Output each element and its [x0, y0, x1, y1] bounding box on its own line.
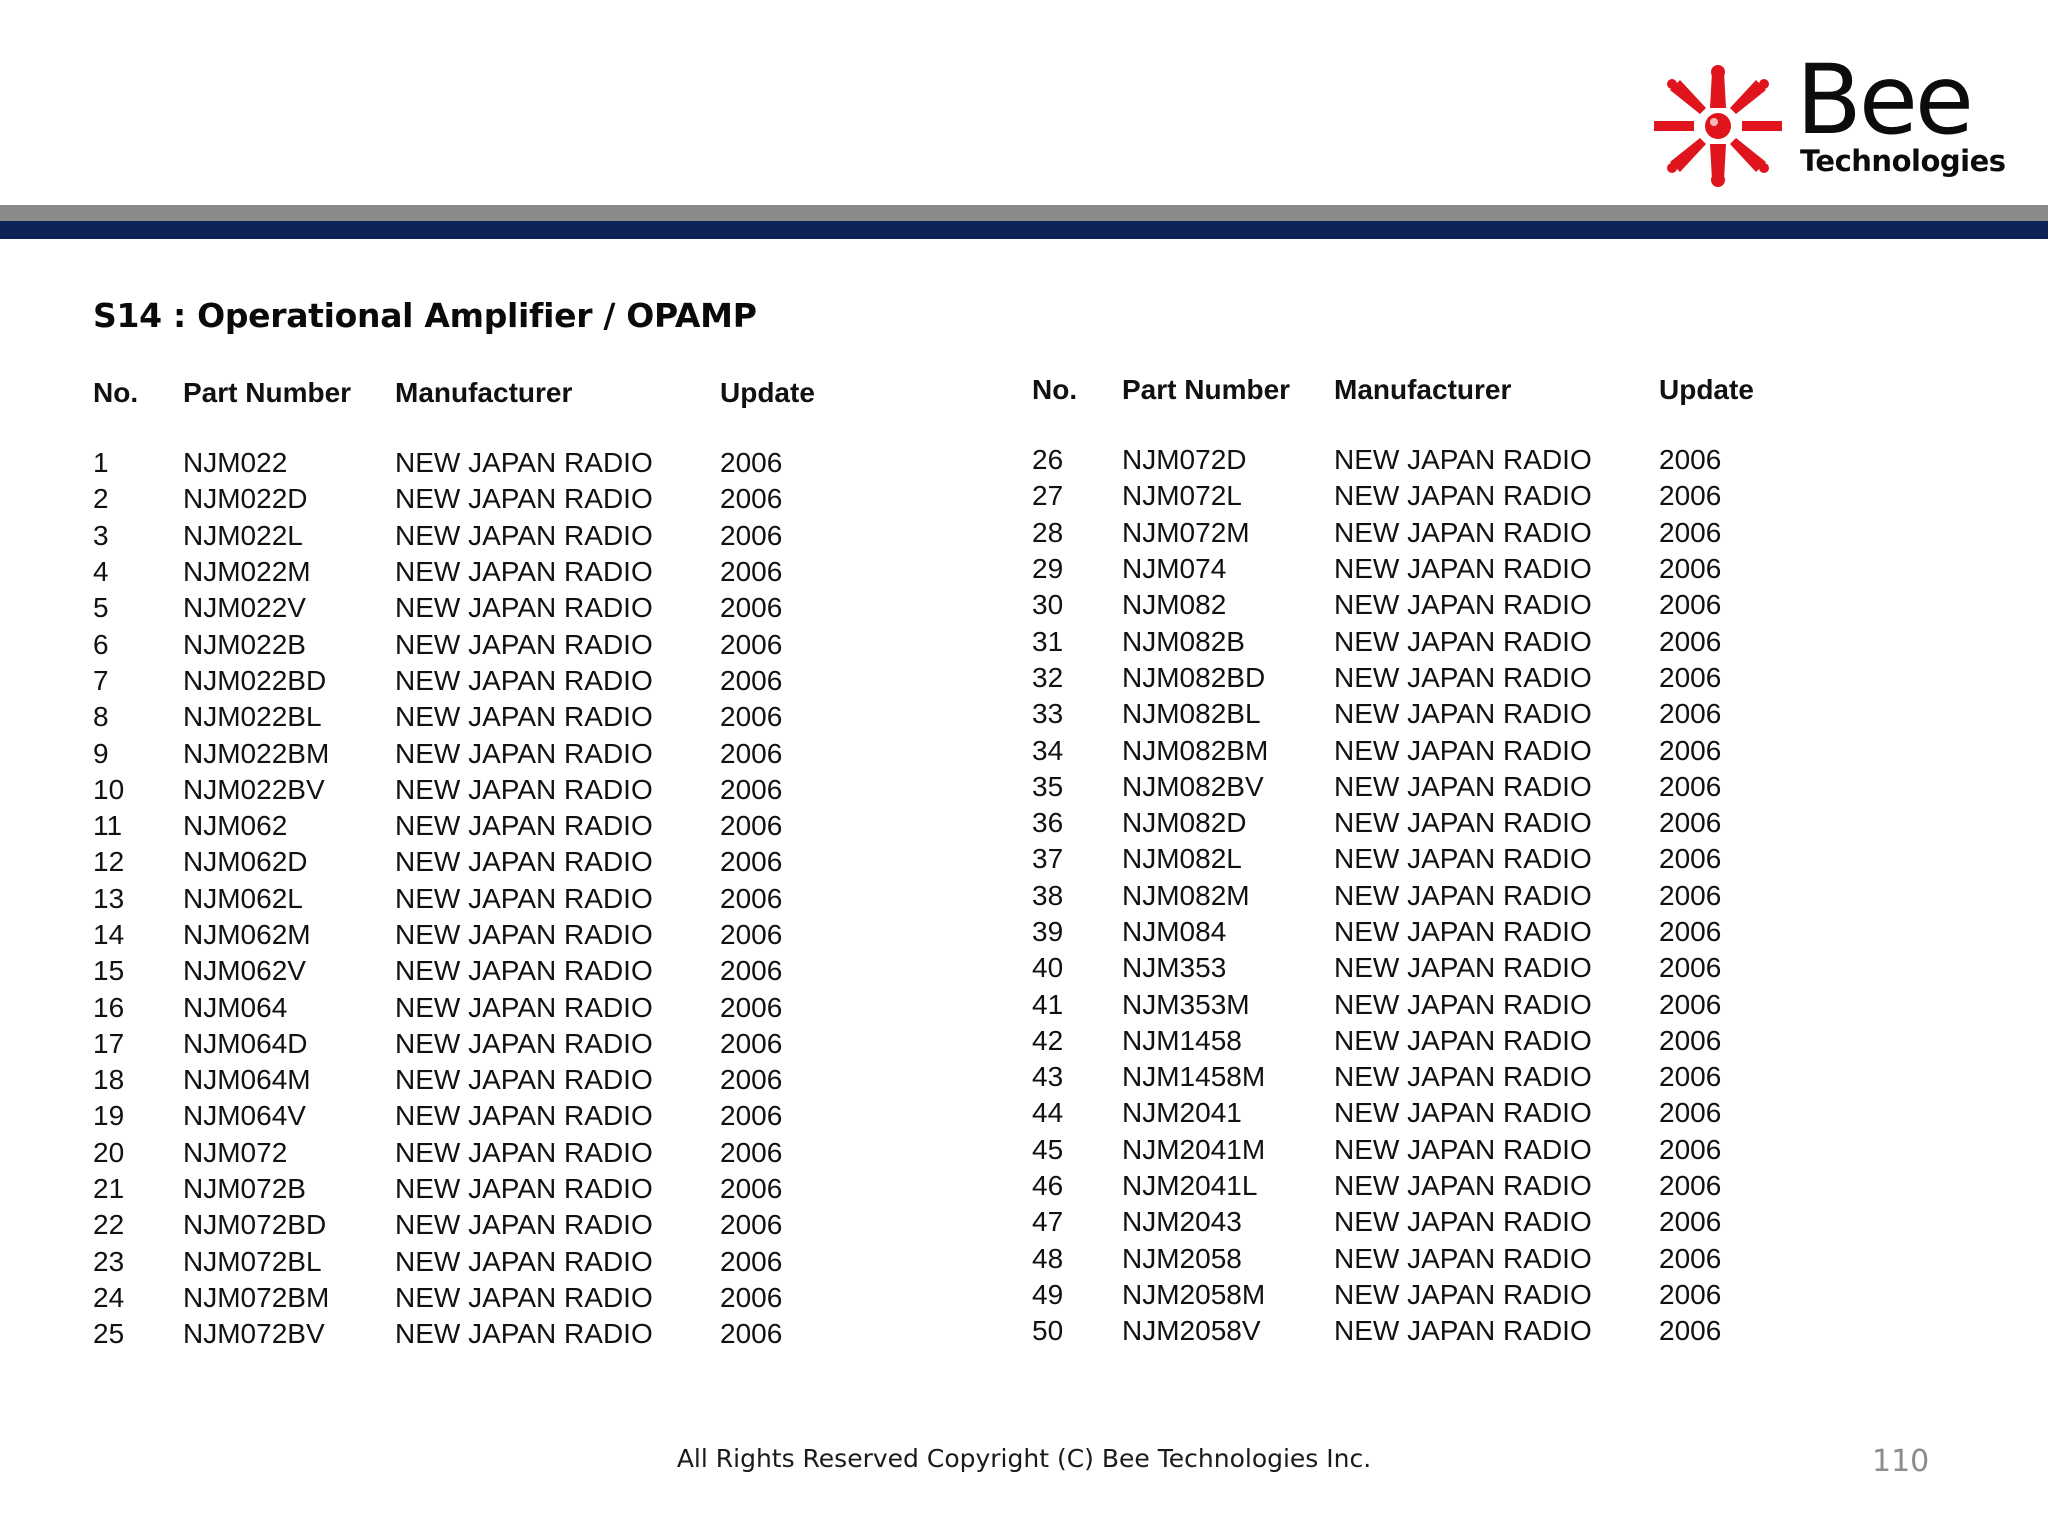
- table-row: [1032, 696, 1779, 732]
- cell-no: 16: [93, 991, 125, 1023]
- table-row: [93, 1062, 840, 1098]
- table-row: [1032, 442, 1779, 478]
- cell-no: 9: [93, 737, 109, 769]
- cell-manufacturer: NEW JAPAN RADIO: [1334, 661, 1592, 693]
- table-row: [1032, 805, 1779, 841]
- cell-no: 29: [1032, 553, 1064, 585]
- cell-update: 2006: [1659, 879, 1722, 911]
- cell-no: 47: [1032, 1206, 1064, 1238]
- header-update: Update: [1659, 374, 1754, 405]
- cell-no: 3: [93, 519, 109, 551]
- cell-part-number: NJM022V: [183, 592, 306, 624]
- cell-part-number: NJM2058M: [1122, 1278, 1266, 1310]
- cell-no: 13: [93, 882, 125, 914]
- cell-part-number: NJM072BD: [183, 1209, 327, 1241]
- cell-no: 20: [93, 1136, 125, 1168]
- cell-no: 50: [1032, 1315, 1064, 1347]
- cell-no: 43: [1032, 1061, 1064, 1093]
- cell-part-number: NJM082BD: [1122, 661, 1266, 693]
- cell-update: 2006: [1659, 625, 1722, 657]
- header-manufacturer: Manufacturer: [1334, 374, 1512, 405]
- cell-update: 2006: [1659, 444, 1722, 476]
- cell-update: 2006: [1659, 1097, 1722, 1129]
- table-row: [93, 626, 840, 662]
- cell-manufacturer: NEW JAPAN RADIO: [395, 737, 653, 769]
- table-row: [1032, 769, 1779, 805]
- cell-no: 34: [1032, 734, 1064, 766]
- cell-manufacturer: NEW JAPAN RADIO: [395, 1173, 653, 1205]
- cell-manufacturer: NEW JAPAN RADIO: [1334, 807, 1592, 839]
- cell-update: 2006: [720, 737, 783, 769]
- cell-update: 2006: [720, 1064, 783, 1096]
- table-row: [93, 1171, 840, 1207]
- table-row: [93, 808, 840, 844]
- cell-update: 2006: [720, 592, 783, 624]
- cell-update: 2006: [1659, 1242, 1722, 1274]
- table-row: [1032, 587, 1779, 623]
- table-row: [1032, 551, 1779, 587]
- cell-no: 10: [93, 773, 125, 805]
- cell-part-number: NJM022M: [183, 556, 311, 588]
- cell-update: 2006: [720, 1245, 783, 1277]
- table-header: [93, 373, 840, 413]
- table-row: [1032, 1168, 1779, 1204]
- page-number: 110: [1872, 1444, 1930, 1479]
- table-row: [93, 953, 840, 989]
- table-row: [1032, 1095, 1779, 1131]
- table-row: [1032, 841, 1779, 877]
- cell-manufacturer: NEW JAPAN RADIO: [395, 773, 653, 805]
- cell-manufacturer: NEW JAPAN RADIO: [395, 483, 653, 515]
- cell-no: 4: [93, 556, 109, 588]
- bee-technologies-logo: [1648, 44, 2006, 188]
- cell-part-number: NJM072BM: [183, 1281, 330, 1313]
- cell-update: 2006: [720, 991, 783, 1023]
- table-row: [1032, 1241, 1779, 1277]
- cell-manufacturer: NEW JAPAN RADIO: [1334, 770, 1592, 802]
- cell-update: 2006: [1659, 1278, 1722, 1310]
- cell-update: 2006: [720, 701, 783, 733]
- cell-no: 42: [1032, 1024, 1064, 1056]
- table-row: [1032, 478, 1779, 514]
- cell-no: 45: [1032, 1133, 1064, 1165]
- cell-part-number: NJM064D: [183, 1027, 308, 1059]
- cell-manufacturer: NEW JAPAN RADIO: [1334, 516, 1592, 548]
- cell-manufacturer: NEW JAPAN RADIO: [1334, 1315, 1592, 1347]
- cell-part-number: NJM062M: [183, 919, 311, 950]
- table-row: [93, 1280, 840, 1316]
- cell-part-number: NJM062D: [183, 846, 308, 878]
- cell-part-number: NJM082BL: [1122, 698, 1261, 730]
- cell-no: 11: [93, 810, 123, 842]
- cell-manufacturer: NEW JAPAN RADIO: [1334, 625, 1592, 657]
- cell-no: 23: [93, 1245, 125, 1277]
- table-row: [1032, 623, 1779, 659]
- cell-update: 2006: [720, 1281, 783, 1313]
- cell-no: 22: [93, 1209, 125, 1241]
- cell-no: 15: [93, 955, 125, 987]
- cell-no: 46: [1032, 1170, 1064, 1202]
- cell-update: 2006: [720, 519, 783, 551]
- cell-manufacturer: NEW JAPAN RADIO: [395, 1064, 653, 1096]
- cell-no: 5: [93, 592, 109, 624]
- header-no: No.: [93, 377, 139, 408]
- header-band-gray: [0, 205, 2048, 221]
- table-row: [93, 917, 840, 953]
- table-row: [1032, 1023, 1779, 1059]
- cell-part-number: NJM2058: [1122, 1242, 1242, 1274]
- cell-manufacturer: NEW JAPAN RADIO: [1334, 1061, 1592, 1093]
- cell-no: 31: [1032, 625, 1064, 657]
- cell-part-number: NJM072M: [1122, 516, 1250, 548]
- cell-manufacturer: NEW JAPAN RADIO: [1334, 1170, 1592, 1202]
- cell-part-number: NJM1458M: [1122, 1061, 1266, 1093]
- page-title: S14 : Operational Amplifier / OPAMP: [93, 296, 757, 335]
- cell-manufacturer: NEW JAPAN RADIO: [395, 519, 653, 551]
- cell-part-number: NJM2041L: [1122, 1170, 1258, 1202]
- cell-part-number: NJM022B: [183, 628, 306, 660]
- cell-update: 2006: [720, 810, 783, 842]
- header-band-navy: [0, 221, 2048, 239]
- cell-no: 24: [93, 1281, 125, 1313]
- cell-part-number: NJM062: [183, 810, 288, 842]
- table-row: [1032, 914, 1779, 950]
- header-no: No.: [1032, 374, 1078, 405]
- cell-manufacturer: NEW JAPAN RADIO: [395, 882, 653, 914]
- cell-no: 28: [1032, 516, 1064, 548]
- cell-manufacturer: NEW JAPAN RADIO: [1334, 734, 1592, 766]
- cell-manufacturer: NEW JAPAN RADIO: [395, 1100, 653, 1132]
- bee-starburst-icon: [1648, 64, 1788, 188]
- table-body: [93, 445, 840, 1352]
- cell-no: 36: [1032, 807, 1064, 839]
- cell-no: 39: [1032, 916, 1064, 947]
- cell-no: 1: [93, 447, 109, 479]
- cell-update: 2006: [720, 955, 783, 987]
- cell-manufacturer: NEW JAPAN RADIO: [395, 991, 653, 1023]
- cell-part-number: NJM062L: [183, 882, 303, 914]
- cell-manufacturer: NEW JAPAN RADIO: [1334, 698, 1592, 730]
- cell-part-number: NJM022BL: [183, 701, 322, 733]
- cell-part-number: NJM074: [1122, 553, 1227, 585]
- table-header: [1032, 370, 1779, 410]
- cell-update: 2006: [720, 1027, 783, 1059]
- cell-update: 2006: [720, 1136, 783, 1168]
- cell-part-number: NJM082: [1122, 589, 1227, 621]
- cell-manufacturer: NEW JAPAN RADIO: [1334, 480, 1592, 512]
- cell-manufacturer: NEW JAPAN RADIO: [395, 1136, 653, 1168]
- parts-table-right: [1032, 370, 1779, 1349]
- table-row: [93, 1207, 840, 1243]
- cell-update: 2006: [1659, 988, 1722, 1020]
- cell-manufacturer: NEW JAPAN RADIO: [395, 846, 653, 878]
- cell-update: 2006: [1659, 1206, 1722, 1238]
- cell-update: 2006: [1659, 1315, 1722, 1347]
- cell-part-number: NJM2041: [1122, 1097, 1242, 1129]
- cell-part-number: NJM082L: [1122, 843, 1242, 875]
- cell-update: 2006: [1659, 1133, 1722, 1165]
- cell-update: 2006: [1659, 480, 1722, 512]
- cell-update: 2006: [720, 846, 783, 878]
- cell-part-number: NJM072D: [1122, 444, 1247, 476]
- cell-no: 38: [1032, 879, 1064, 911]
- cell-manufacturer: NEW JAPAN RADIO: [1334, 444, 1592, 476]
- cell-manufacturer: NEW JAPAN RADIO: [395, 810, 653, 842]
- cell-part-number: NJM064: [183, 991, 288, 1023]
- cell-manufacturer: NEW JAPAN RADIO: [1334, 1097, 1592, 1129]
- cell-manufacturer: NEW JAPAN RADIO: [1334, 843, 1592, 875]
- cell-part-number: NJM353: [1122, 952, 1227, 984]
- cell-manufacturer: NEW JAPAN RADIO: [395, 447, 653, 479]
- cell-update: 2006: [720, 628, 783, 660]
- table-body: [1032, 442, 1779, 1349]
- cell-manufacturer: NEW JAPAN RADIO: [1334, 1206, 1592, 1238]
- header-part-number: Part Number: [183, 377, 352, 408]
- cell-update: 2006: [1659, 661, 1722, 693]
- table-row: [93, 590, 840, 626]
- cell-part-number: NJM084: [1122, 916, 1227, 947]
- cell-manufacturer: NEW JAPAN RADIO: [1334, 1242, 1592, 1274]
- cell-manufacturer: NEW JAPAN RADIO: [1334, 879, 1592, 911]
- table-row: [93, 554, 840, 590]
- cell-part-number: NJM072: [183, 1136, 288, 1168]
- table-row: [1032, 660, 1779, 696]
- table-row: [93, 663, 840, 699]
- table-row: [93, 1316, 840, 1352]
- cell-manufacturer: NEW JAPAN RADIO: [395, 1245, 653, 1277]
- table-row: [1032, 1059, 1779, 1095]
- table-row: [1032, 1204, 1779, 1240]
- cell-no: 21: [93, 1173, 125, 1205]
- cell-update: 2006: [720, 447, 783, 479]
- cell-no: 18: [93, 1064, 125, 1096]
- table-row: [93, 1098, 840, 1134]
- cell-part-number: NJM022: [183, 447, 288, 479]
- cell-part-number: NJM072B: [183, 1173, 306, 1205]
- cell-no: 6: [93, 628, 109, 660]
- cell-manufacturer: NEW JAPAN RADIO: [395, 592, 653, 624]
- cell-part-number: NJM022BV: [183, 773, 325, 805]
- cell-part-number: NJM022D: [183, 483, 308, 515]
- cell-manufacturer: NEW JAPAN RADIO: [395, 1318, 653, 1350]
- cell-part-number: NJM2041M: [1122, 1133, 1266, 1165]
- cell-no: 48: [1032, 1242, 1064, 1274]
- cell-part-number: NJM062V: [183, 955, 306, 987]
- cell-manufacturer: NEW JAPAN RADIO: [395, 1027, 653, 1059]
- cell-manufacturer: NEW JAPAN RADIO: [1334, 916, 1592, 947]
- table-row: [93, 989, 840, 1025]
- cell-update: 2006: [720, 1100, 783, 1132]
- cell-manufacturer: NEW JAPAN RADIO: [395, 556, 653, 588]
- cell-update: 2006: [1659, 734, 1722, 766]
- cell-no: 8: [93, 701, 109, 733]
- cell-manufacturer: NEW JAPAN RADIO: [1334, 553, 1592, 585]
- cell-manufacturer: NEW JAPAN RADIO: [395, 628, 653, 660]
- table-row: [1032, 515, 1779, 551]
- cell-part-number: NJM2043: [1122, 1206, 1242, 1238]
- cell-part-number: NJM1458: [1122, 1024, 1242, 1056]
- cell-part-number: NJM082BM: [1122, 734, 1269, 766]
- cell-part-number: NJM082M: [1122, 879, 1250, 911]
- cell-manufacturer: NEW JAPAN RADIO: [1334, 952, 1592, 984]
- cell-no: 17: [93, 1027, 125, 1059]
- cell-update: 2006: [1659, 916, 1722, 947]
- cell-part-number: NJM072BL: [183, 1245, 322, 1277]
- cell-no: 14: [93, 919, 125, 950]
- cell-manufacturer: NEW JAPAN RADIO: [395, 955, 653, 987]
- cell-no: 7: [93, 664, 109, 696]
- table-row: [93, 445, 840, 481]
- cell-update: 2006: [720, 1209, 783, 1241]
- cell-no: 35: [1032, 770, 1064, 802]
- cell-update: 2006: [720, 483, 783, 515]
- cell-manufacturer: NEW JAPAN RADIO: [1334, 988, 1592, 1020]
- table-row: [93, 518, 840, 554]
- cell-update: 2006: [1659, 516, 1722, 548]
- cell-manufacturer: NEW JAPAN RADIO: [1334, 1024, 1592, 1056]
- cell-update: 2006: [1659, 589, 1722, 621]
- table-row: [93, 1135, 840, 1171]
- table-row: [1032, 1132, 1779, 1168]
- table-row: [1032, 732, 1779, 768]
- cell-no: 30: [1032, 589, 1064, 621]
- cell-manufacturer: NEW JAPAN RADIO: [395, 664, 653, 696]
- table-row: [93, 1244, 840, 1280]
- cell-part-number: NJM082D: [1122, 807, 1247, 839]
- cell-no: 25: [93, 1318, 125, 1350]
- cell-no: 40: [1032, 952, 1064, 984]
- cell-update: 2006: [1659, 843, 1722, 875]
- cell-part-number: NJM064V: [183, 1100, 306, 1132]
- cell-update: 2006: [1659, 807, 1722, 839]
- cell-no: 33: [1032, 698, 1064, 730]
- cell-update: 2006: [720, 664, 783, 696]
- table-row: [93, 881, 840, 917]
- cell-no: 32: [1032, 661, 1064, 693]
- cell-manufacturer: NEW JAPAN RADIO: [395, 919, 653, 950]
- cell-part-number: NJM022BM: [183, 737, 330, 769]
- cell-part-number: NJM2058V: [1122, 1315, 1261, 1347]
- cell-part-number: NJM082BV: [1122, 770, 1264, 802]
- cell-update: 2006: [720, 1173, 783, 1205]
- cell-update: 2006: [720, 882, 783, 914]
- cell-part-number: NJM072BV: [183, 1318, 325, 1350]
- cell-update: 2006: [720, 919, 783, 950]
- cell-no: 27: [1032, 480, 1064, 512]
- copyright-footer: All Rights Reserved Copyright (C) Bee Technologies Inc.: [676, 1444, 1372, 1473]
- table-row: [93, 699, 840, 735]
- cell-part-number: NJM022L: [183, 519, 303, 551]
- table-row: [1032, 878, 1779, 914]
- cell-no: 12: [93, 846, 125, 878]
- cell-manufacturer: NEW JAPAN RADIO: [1334, 589, 1592, 621]
- parts-table-left: [93, 373, 840, 1352]
- cell-part-number: NJM064M: [183, 1064, 311, 1096]
- cell-update: 2006: [1659, 1061, 1722, 1093]
- cell-no: 26: [1032, 444, 1064, 476]
- header-manufacturer: Manufacturer: [395, 377, 573, 408]
- logo-subtitle: Technologies: [1800, 144, 2006, 178]
- cell-update: 2006: [720, 1318, 783, 1350]
- cell-update: 2006: [1659, 1024, 1722, 1056]
- cell-manufacturer: NEW JAPAN RADIO: [395, 1281, 653, 1313]
- table-row: [93, 1026, 840, 1062]
- table-row: [93, 844, 840, 880]
- cell-part-number: NJM353M: [1122, 988, 1250, 1020]
- table-row: [93, 772, 840, 808]
- cell-no: 44: [1032, 1097, 1064, 1129]
- table-row: [93, 735, 840, 771]
- cell-no: 37: [1032, 843, 1064, 875]
- cell-manufacturer: NEW JAPAN RADIO: [395, 701, 653, 733]
- table-row: [1032, 1277, 1779, 1313]
- cell-part-number: NJM072L: [1122, 480, 1242, 512]
- cell-manufacturer: NEW JAPAN RADIO: [395, 1209, 653, 1241]
- cell-no: 19: [93, 1100, 125, 1132]
- table-row: [1032, 986, 1779, 1022]
- cell-update: 2006: [720, 773, 783, 805]
- cell-update: 2006: [1659, 952, 1722, 984]
- cell-update: 2006: [720, 556, 783, 588]
- cell-no: 2: [93, 483, 109, 515]
- cell-part-number: NJM022BD: [183, 664, 327, 696]
- table-row: [1032, 950, 1779, 986]
- logo-wordmark: Bee: [1796, 44, 1971, 156]
- header-part-number: Part Number: [1122, 374, 1291, 405]
- header-update: Update: [720, 377, 815, 408]
- cell-update: 2006: [1659, 698, 1722, 730]
- cell-update: 2006: [1659, 770, 1722, 802]
- cell-part-number: NJM082B: [1122, 625, 1245, 657]
- cell-update: 2006: [1659, 1170, 1722, 1202]
- cell-no: 41: [1032, 988, 1064, 1020]
- cell-manufacturer: NEW JAPAN RADIO: [1334, 1278, 1592, 1310]
- cell-manufacturer: NEW JAPAN RADIO: [1334, 1133, 1592, 1165]
- cell-update: 2006: [1659, 553, 1722, 585]
- cell-no: 49: [1032, 1278, 1064, 1310]
- table-row: [1032, 1313, 1779, 1349]
- table-row: [93, 481, 840, 517]
